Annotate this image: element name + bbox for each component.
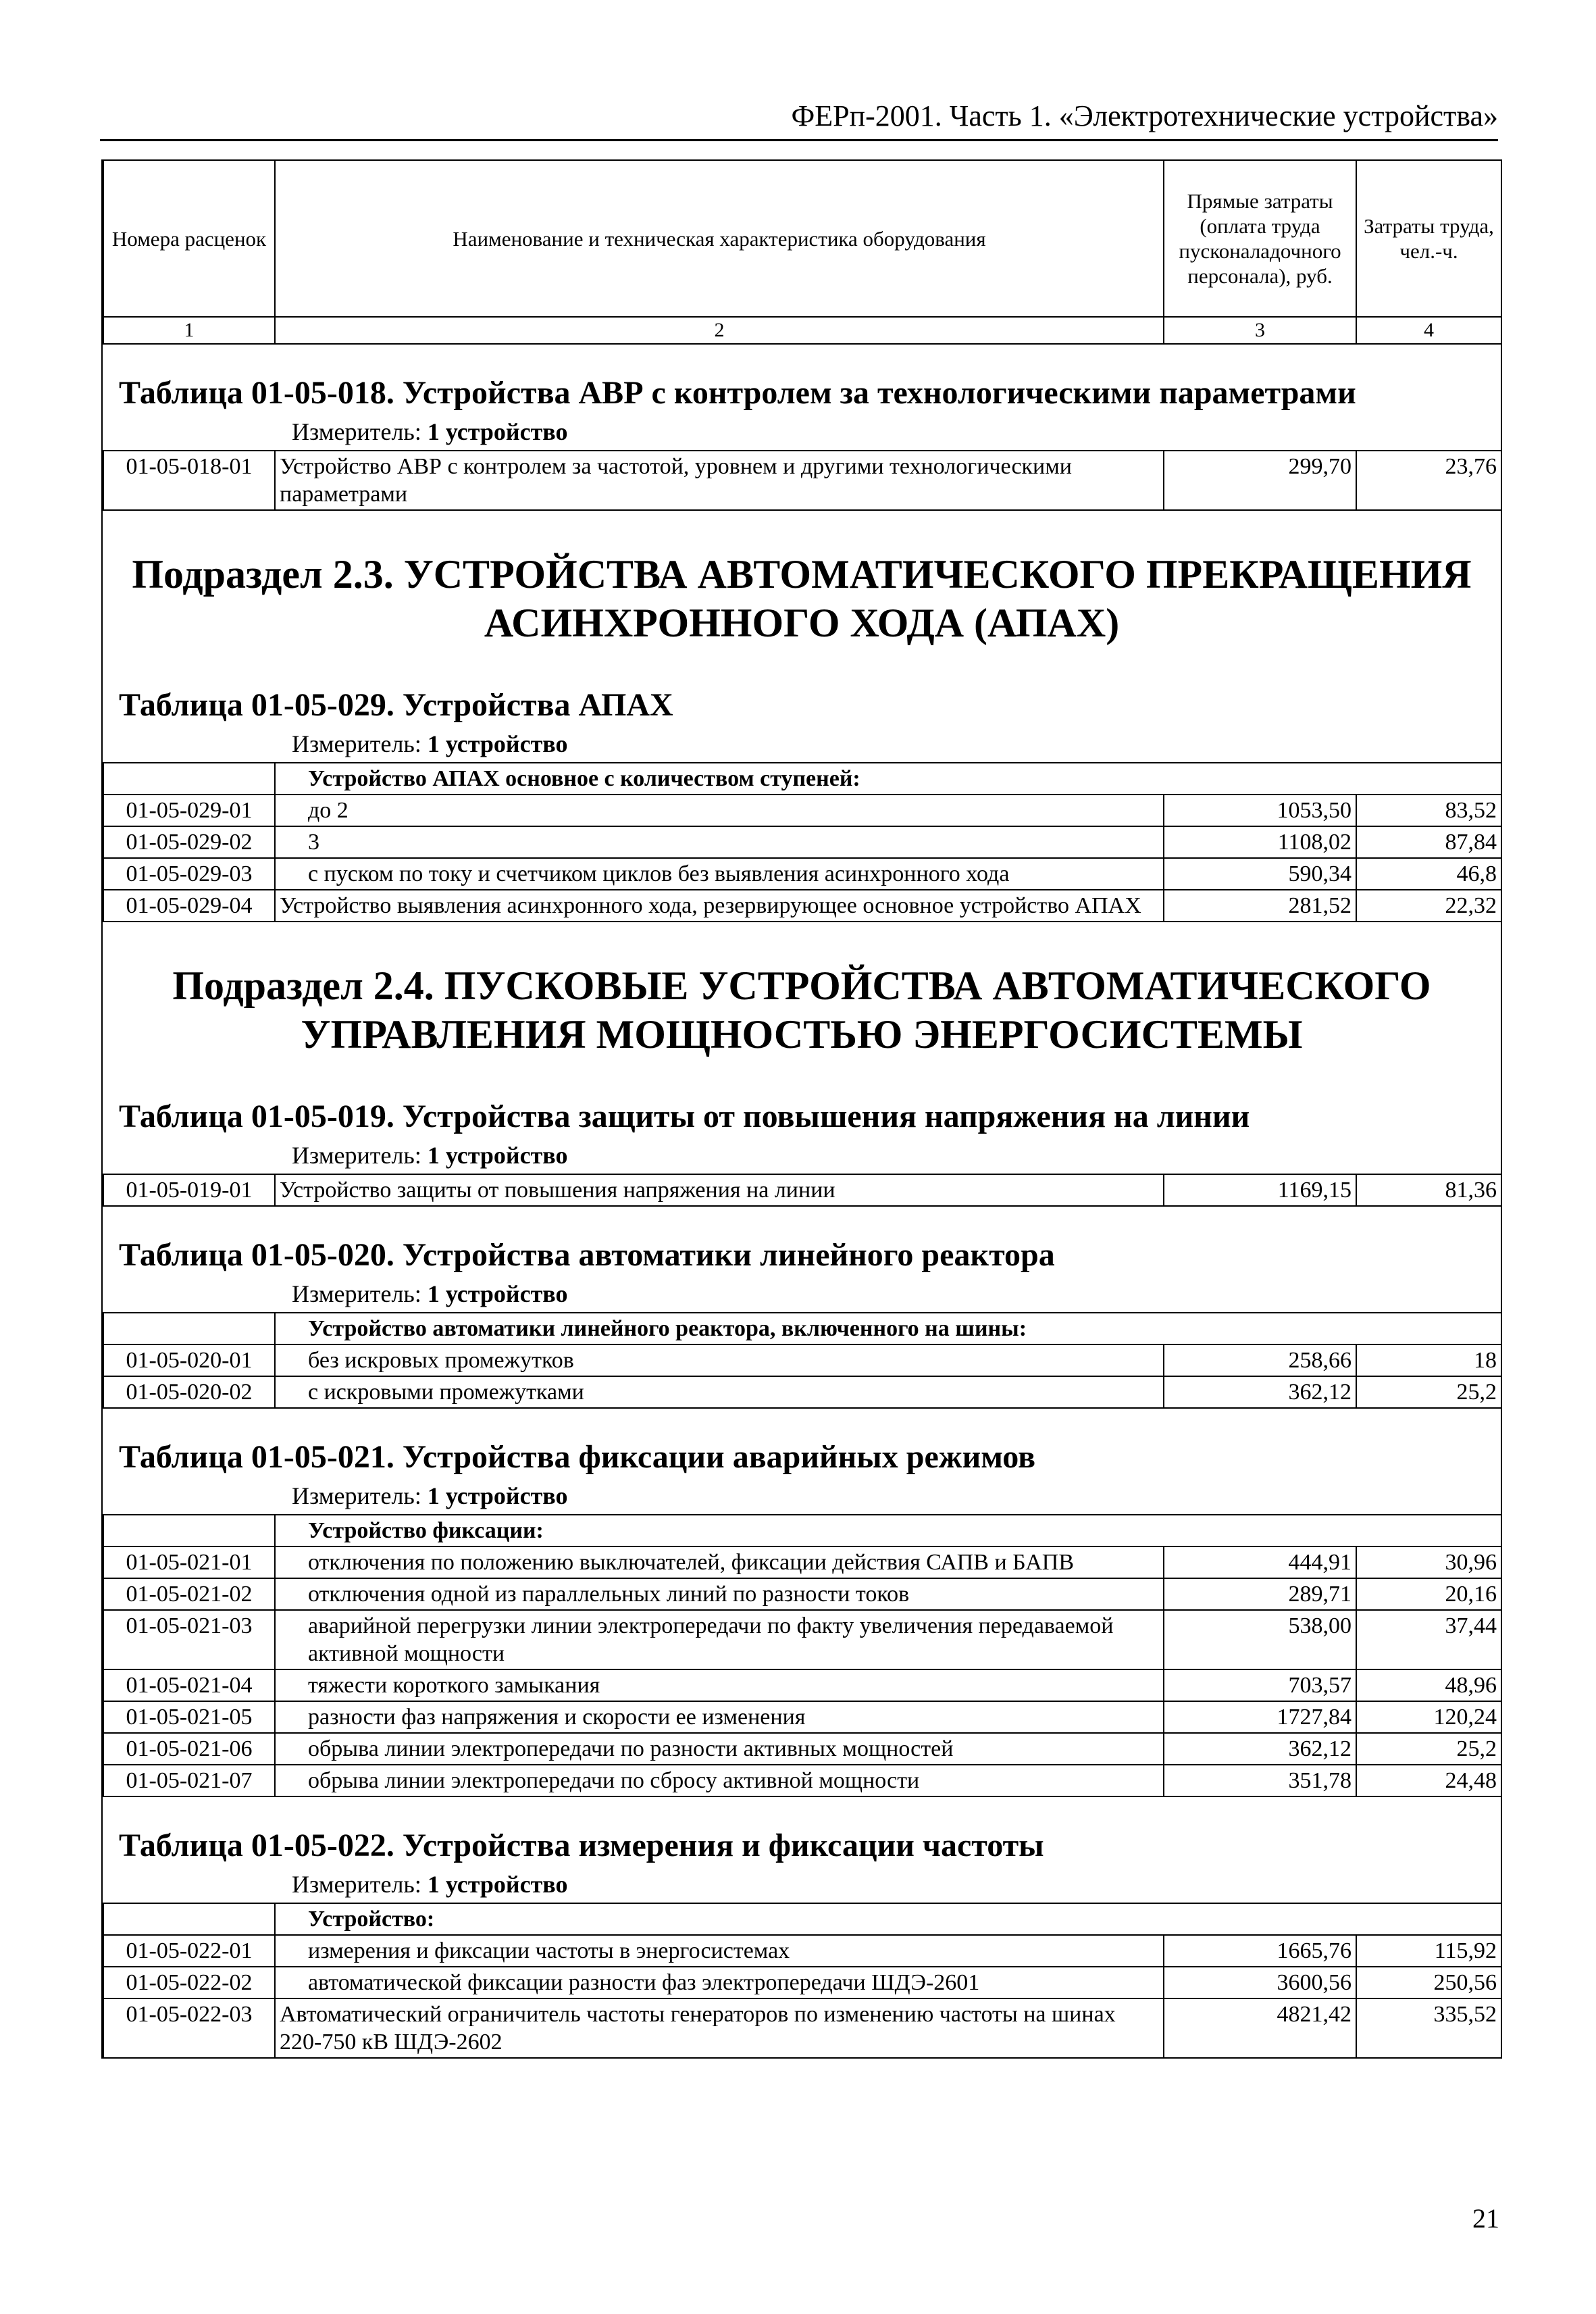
table-heading: Устройства АВР с контролем за технологическими параметрами: [402, 375, 1356, 411]
rate-labor: 87,84: [1356, 826, 1501, 858]
rate-code: 01-05-021-07: [103, 1765, 275, 1796]
rate-code: 01-05-022-03: [103, 1998, 275, 2058]
table-title: [103, 345, 1501, 413]
rate-name: без искровых промежутков: [275, 1344, 1164, 1376]
running-header: ФЕРп-2001. Часть 1. «Электротехнические устройства»: [791, 99, 1498, 132]
rate-name: разности фаз напряжения и скорости ее изменения: [275, 1701, 1164, 1733]
col-header-name: Наименование и техническая характеристика оборудования: [275, 160, 1164, 317]
meter-line: [103, 413, 1501, 450]
rate-cost: 299,70: [1164, 451, 1356, 510]
rate-labor: 24,48: [1356, 1765, 1501, 1796]
rate-cost: 1169,15: [1164, 1174, 1356, 1206]
rate-code: 01-05-019-01: [103, 1174, 275, 1206]
table-row: [103, 1578, 1501, 1610]
table-row: [103, 795, 1501, 826]
table-row: [103, 1935, 1501, 1967]
rate-name: измерения и фиксации частоты в энергосистемах: [275, 1935, 1164, 1967]
group-row: [103, 1903, 1501, 1935]
group-heading: Устройство автоматики линейного реактора, включенного на шины:: [275, 1313, 1501, 1344]
rate-labor: 37,44: [1356, 1610, 1501, 1669]
meter-label: Измеритель:: [292, 1280, 421, 1307]
rate-code: 01-05-029-01: [103, 795, 275, 826]
rate-code: 01-05-021-03: [103, 1610, 275, 1669]
table-label: Таблица 01-05-029.: [119, 687, 394, 723]
rate-code: 01-05-021-06: [103, 1733, 275, 1765]
table-row: [103, 826, 1501, 858]
rate-name: Устройство выявления асинхронного хода, резервирующее основное устройство АПАХ: [275, 890, 1164, 922]
rate-cost: 362,12: [1164, 1376, 1356, 1408]
rate-labor: 20,16: [1356, 1578, 1501, 1610]
rate-labor: 46,8: [1356, 858, 1501, 890]
rate-name: Устройство защиты от повышения напряжения на линии: [275, 1174, 1164, 1206]
rate-labor: 120,24: [1356, 1701, 1501, 1733]
rates-table-020: [103, 1312, 1502, 1409]
rate-cost: 444,91: [1164, 1546, 1356, 1578]
table-heading: Устройства защиты от повышения напряжения на линии: [402, 1099, 1250, 1134]
table-title: [103, 1797, 1501, 1866]
rate-cost: 351,78: [1164, 1765, 1356, 1796]
rate-name: Устройство АВР с контролем за частотой, уровнем и другими технологическими параметрами: [275, 451, 1164, 510]
rate-cost: 4821,42: [1164, 1998, 1356, 2058]
group-heading: Устройство:: [275, 1903, 1501, 1935]
rate-cost: 362,12: [1164, 1733, 1356, 1765]
table-row: [103, 858, 1501, 890]
table-label: Таблица 01-05-021.: [119, 1439, 394, 1475]
rate-name: обрыва линии электропередачи по сбросу активной мощности: [275, 1765, 1164, 1796]
table-row: [103, 1733, 1501, 1765]
col-number: 1: [103, 317, 275, 344]
rate-labor: 83,52: [1356, 795, 1501, 826]
table-row: [103, 1610, 1501, 1669]
col-number: 4: [1356, 317, 1501, 344]
rate-cost: 1665,76: [1164, 1935, 1356, 1967]
table-label: Таблица 01-05-020.: [119, 1237, 394, 1273]
col-header-cost: Прямые затраты (оплата труда пусконаладочного персонала), руб.: [1164, 160, 1356, 317]
page-number: 21: [1472, 2203, 1499, 2234]
table-label: Таблица 01-05-018.: [119, 375, 394, 411]
table-row: [103, 1344, 1501, 1376]
rate-labor: 48,96: [1356, 1669, 1501, 1701]
rate-labor: 18: [1356, 1344, 1501, 1376]
rate-cost: 1727,84: [1164, 1701, 1356, 1733]
meter-label: Измеритель:: [292, 730, 421, 757]
rate-name: с искровыми промежутками: [275, 1376, 1164, 1408]
meter-value: 1 устройство: [427, 418, 568, 445]
rate-name: автоматической фиксации разности фаз электропередачи ШДЭ-2601: [275, 1967, 1164, 1998]
rate-name: Автоматический ограничитель частоты генераторов по изменению частоты на шинах 220-750 кВ ШДЭ-2602: [275, 1998, 1164, 2058]
table-row: [103, 1376, 1501, 1408]
document-content: [101, 159, 1502, 2059]
col-number: 2: [275, 317, 1164, 344]
col-number: 3: [1164, 317, 1356, 344]
rates-table-029: [103, 762, 1502, 922]
table-row: [103, 451, 1501, 510]
rate-name: с пуском по току и счетчиком циклов без выявления асинхронного хода: [275, 858, 1164, 890]
meter-label: Измеритель:: [292, 1871, 421, 1898]
meter-label: Измеритель:: [292, 1482, 421, 1509]
table-row: [103, 1546, 1501, 1578]
table-title: [103, 657, 1501, 726]
rate-cost: 289,71: [1164, 1578, 1356, 1610]
rate-labor: 22,32: [1356, 890, 1501, 922]
rate-name: отключения одной из параллельных линий по разности токов: [275, 1578, 1164, 1610]
rate-code: 01-05-029-04: [103, 890, 275, 922]
subsection-heading: Подраздел 2.3. УСТРОЙСТВА АВТОМАТИЧЕСКОГО ПРЕКРАЩЕНИЯ АСИНХРОННОГО ХОДА (АПАХ): [132, 552, 1472, 645]
rate-cost: 3600,56: [1164, 1967, 1356, 1998]
rate-cost: 1053,50: [1164, 795, 1356, 826]
table-title: [103, 1409, 1501, 1478]
rate-labor: 81,36: [1356, 1174, 1501, 1206]
rate-code: 01-05-021-05: [103, 1701, 275, 1733]
rate-code: 01-05-029-03: [103, 858, 275, 890]
rate-code: 01-05-021-01: [103, 1546, 275, 1578]
rate-code: 01-05-022-02: [103, 1967, 275, 1998]
group-row: [103, 1515, 1501, 1546]
rates-table-019: [103, 1174, 1502, 1207]
group-row: [103, 763, 1501, 795]
subsection-heading: Подраздел 2.4. ПУСКОВЫЕ УСТРОЙСТВА АВТОМАТИЧЕСКОГО УПРАВЛЕНИЯ МОЩНОСТЬЮ ЭНЕРГОСИСТЕМЫ: [172, 963, 1431, 1057]
table-heading: Устройства измерения и фиксации частоты: [402, 1828, 1044, 1863]
header-rule: [100, 139, 1498, 141]
meter-line: [103, 1276, 1501, 1312]
meter-value: 1 устройство: [427, 1280, 568, 1307]
rates-table-022: [103, 1903, 1502, 2059]
rate-cost: 703,57: [1164, 1669, 1356, 1701]
meter-value: 1 устройство: [427, 730, 568, 757]
column-header-table: [103, 159, 1502, 345]
rate-labor: 23,76: [1356, 451, 1501, 510]
rate-code: 01-05-022-01: [103, 1935, 275, 1967]
rate-name: отключения по положению выключателей, фиксации действия САПВ и БАПВ: [275, 1546, 1164, 1578]
rate-name: 3: [275, 826, 1164, 858]
rate-name: тяжести короткого замыкания: [275, 1669, 1164, 1701]
table-label: Таблица 01-05-022.: [119, 1828, 394, 1863]
rate-code: 01-05-018-01: [103, 451, 275, 510]
rate-code: 01-05-021-02: [103, 1578, 275, 1610]
rates-table-018: [103, 450, 1502, 511]
meter-line: [103, 1478, 1501, 1514]
rate-name: аварийной перегрузки линии электропередачи по факту увеличения передаваемой активной мощности: [275, 1610, 1164, 1669]
rate-labor: 115,92: [1356, 1935, 1501, 1967]
rate-cost: 590,34: [1164, 858, 1356, 890]
table-heading: Устройства автоматики линейного реактора: [402, 1237, 1055, 1273]
rate-labor: 30,96: [1356, 1546, 1501, 1578]
table-row: [103, 1174, 1501, 1206]
rate-code: 01-05-021-04: [103, 1669, 275, 1701]
table-heading: Устройства АПАХ: [402, 687, 673, 723]
rate-cost: 258,66: [1164, 1344, 1356, 1376]
rate-code: 01-05-029-02: [103, 826, 275, 858]
rates-table-021: [103, 1514, 1502, 1797]
rate-name: до 2: [275, 795, 1164, 826]
rate-cost: 1108,02: [1164, 826, 1356, 858]
rate-labor: 335,52: [1356, 1998, 1501, 2058]
group-heading: Устройство АПАХ основное с количеством ступеней:: [275, 763, 1501, 795]
table-label: Таблица 01-05-019.: [119, 1099, 394, 1134]
meter-label: Измеритель:: [292, 1142, 421, 1169]
table-row: [103, 1967, 1501, 1998]
rate-labor: 25,2: [1356, 1376, 1501, 1408]
table-row: [103, 1998, 1501, 2058]
group-heading: Устройство фиксации:: [275, 1515, 1501, 1546]
meter-line: [103, 1866, 1501, 1903]
rate-labor: 250,56: [1356, 1967, 1501, 1998]
col-header-labor: Затраты труда, чел.-ч.: [1356, 160, 1501, 317]
group-row: [103, 1313, 1501, 1344]
rate-labor: 25,2: [1356, 1733, 1501, 1765]
table-row: [103, 1765, 1501, 1796]
rate-code: 01-05-020-02: [103, 1376, 275, 1408]
col-header-code: Номера расценок: [103, 160, 275, 317]
rate-code: 01-05-020-01: [103, 1344, 275, 1376]
rate-cost: 538,00: [1164, 1610, 1356, 1669]
rate-name: обрыва линии электропередачи по разности активных мощностей: [275, 1733, 1164, 1765]
table-title: [103, 1207, 1501, 1276]
meter-value: 1 устройство: [427, 1871, 568, 1898]
table-row: [103, 1669, 1501, 1701]
table-row: [103, 1701, 1501, 1733]
table-title: [103, 1068, 1501, 1137]
meter-value: 1 устройство: [427, 1482, 568, 1509]
meter-line: [103, 1137, 1501, 1174]
table-heading: Устройства фиксации аварийных режимов: [402, 1439, 1036, 1475]
table-row: [103, 890, 1501, 922]
meter-label: Измеритель:: [292, 418, 421, 445]
meter-value: 1 устройство: [427, 1142, 568, 1169]
meter-line: [103, 726, 1501, 762]
rate-cost: 281,52: [1164, 890, 1356, 922]
